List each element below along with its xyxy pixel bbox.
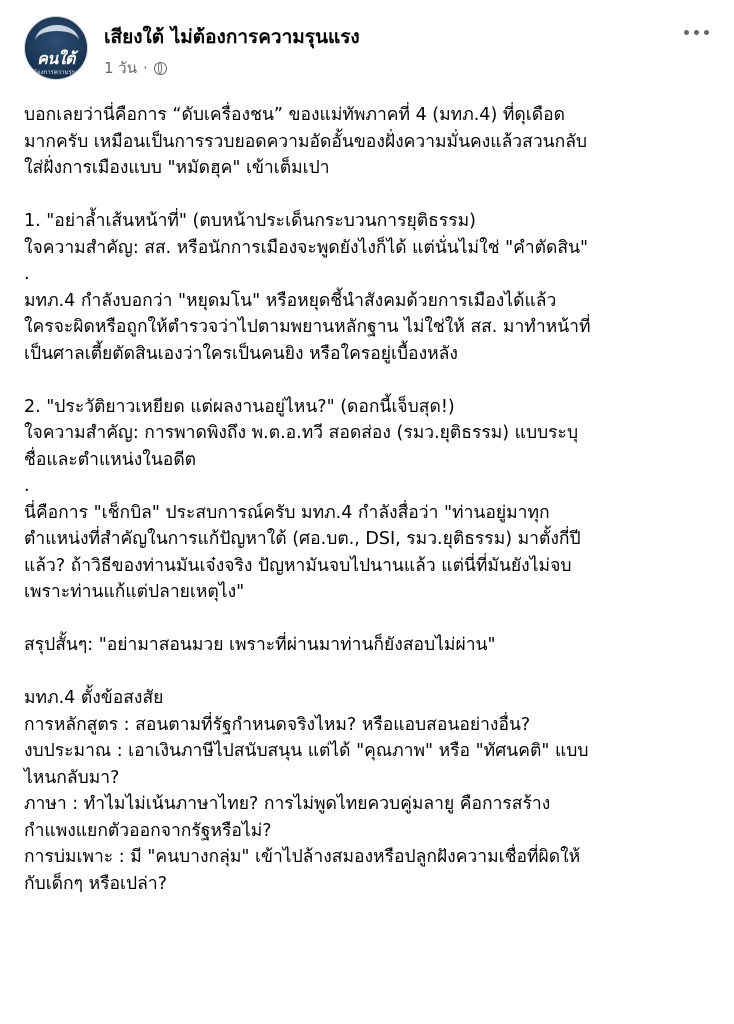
post-text-line: ชื่อและตำแหน่งในอดีต xyxy=(24,449,197,470)
page-name-link[interactable]: เสียงใต้ ไม่ต้องการความรุนแรง xyxy=(104,26,360,48)
post-text-line: . xyxy=(24,476,30,496)
more-options-button[interactable] xyxy=(676,20,716,44)
post-meta xyxy=(104,56,167,80)
post-body-text xyxy=(24,102,714,897)
post-text-line: . xyxy=(24,264,30,284)
blank-line xyxy=(24,182,714,209)
post-text-line: 1. "อย่าล้ำเส้นหน้าที่" (ตบหน้าประเด็นกระบวนการยุติธรรม) xyxy=(24,211,476,231)
post-header xyxy=(0,0,734,90)
post-text-line: ใจความสำคัญ: การพาดพิงถึง พ.ต.อ.ทวี สอดส่อง (รมว.ยุติธรรม) แบบระบุ xyxy=(24,423,579,443)
more-dot-icon xyxy=(704,30,709,35)
blank-line xyxy=(24,367,714,394)
post-text-line: การหลักสูตร : สอนตามที่รัฐกำหนดจริงไหม? หรือแอบสอนอย่างอื่น? xyxy=(24,714,531,735)
more-dot-icon xyxy=(684,30,689,35)
post-text-line: มทภ.4 กำลังบอกว่า "หยุดมโน" หรือหยุดชี้นำสังคมด้วยการเมืองได้แล้ว xyxy=(24,290,557,311)
post-text-line: เพราะท่านแก้แต่ปลายเหตุไง" xyxy=(24,582,245,602)
post-text-line: ไหนกลับมา? xyxy=(24,767,120,788)
post-text-line: นี่คือการ "เช็กบิล" ประสบการณ์ครับ มทภ.4 กำลังสื่อว่า "ท่านอยู่มาทุก xyxy=(24,502,550,523)
post-text-line: ตำแหน่งที่สำคัญในการแก้ปัญหาใต้ (ศอ.บต., DSI, รมว.ยุติธรรม) มาตั้งกี่ปี xyxy=(24,529,581,549)
post-text-line: กำแพงแยกตัวออกจากรัฐหรือไม่? xyxy=(24,820,272,841)
more-dot-icon xyxy=(694,30,699,35)
globe-icon[interactable] xyxy=(154,62,167,75)
logo-text: คนใต้ xyxy=(37,49,75,68)
post-text-line: สรุปสั้นๆ: "อย่ามาสอนมวย เพราะที่ผ่านมาท่านก็ยังสอบไม่ผ่าน" xyxy=(24,635,496,655)
post-text-line: ใครจะผิดหรือถูกให้ตำรวจว่าไปตามพยานหลักฐาน ไม่ใช่ให้ สส. มาทำหน้าที่ xyxy=(24,317,591,337)
blank-line xyxy=(24,606,714,633)
post-text-line: ใส่ฝั่งการเมืองแบบ "หมัดฮุค" เข้าเต็มเปา xyxy=(24,158,330,178)
page-avatar[interactable] xyxy=(24,16,88,80)
logo-subtext: ไม่ต้องการความรุนแรง xyxy=(26,69,86,76)
post-text-line: เป็นศาลเตี้ยตัดสินเองว่าใครเป็นคนยิง หรือใครอยู่เบื้องหลัง xyxy=(24,343,458,364)
post-text-line: บอกเลยว่านี่คือการ “ดับเครื่องชน” ของแม่ทัพภาคที่ 4 (มทภ.4) ที่ดุเดือด xyxy=(24,105,565,125)
post-text-line: มากครับ เหมือนเป็นการรวบยอดความอัดอั้นของฝั่งความมั่นคงแล้วสวนกลับ xyxy=(24,131,588,152)
meta-separator: · xyxy=(143,59,148,77)
post-timestamp[interactable]: 1 วัน xyxy=(104,59,137,77)
post-text-line: กับเด็กๆ หรือเปล่า? xyxy=(24,873,167,894)
post-text-line: ภาษา : ทำไมไม่เน้นภาษาไทย? การไม่พูดไทยควบคู่มลายู คือการสร้าง xyxy=(24,794,551,814)
post-text-line: การบ่มเพาะ : มี "คนบางกลุ่ม" เข้าไปล้างสมองหรือปลูกฝังความเชื่อที่ผิดให้ xyxy=(24,847,581,867)
blank-line xyxy=(24,659,714,686)
post-text-line: แล้ว? ถ้าวิธีของท่านมันเจ๋งจริง ปัญหามันจบไปนานแล้ว แต่นี่ที่มันยังไม่จบ xyxy=(24,555,572,576)
post-text-line: มทภ.4 ตั้งข้อสงสัย xyxy=(24,688,164,708)
post-text-line: 2. "ประวัติยาวเหยียด แต่ผลงานอยู่ไหน?" (ดอกนี้เจ็บสุด!) xyxy=(24,396,455,417)
post-text-line: งบประมาณ : เอาเงินภาษีไปสนับสนุน แต่ได้ "คุณภาพ" หรือ "ทัศนคติ" แบบ xyxy=(24,741,589,761)
post-text-line: ใจความสำคัญ: สส. หรือนักการเมืองจะพูดยังไงก็ได้ แต่นั่นไม่ใช่ "คำตัดสิน" xyxy=(24,237,589,258)
